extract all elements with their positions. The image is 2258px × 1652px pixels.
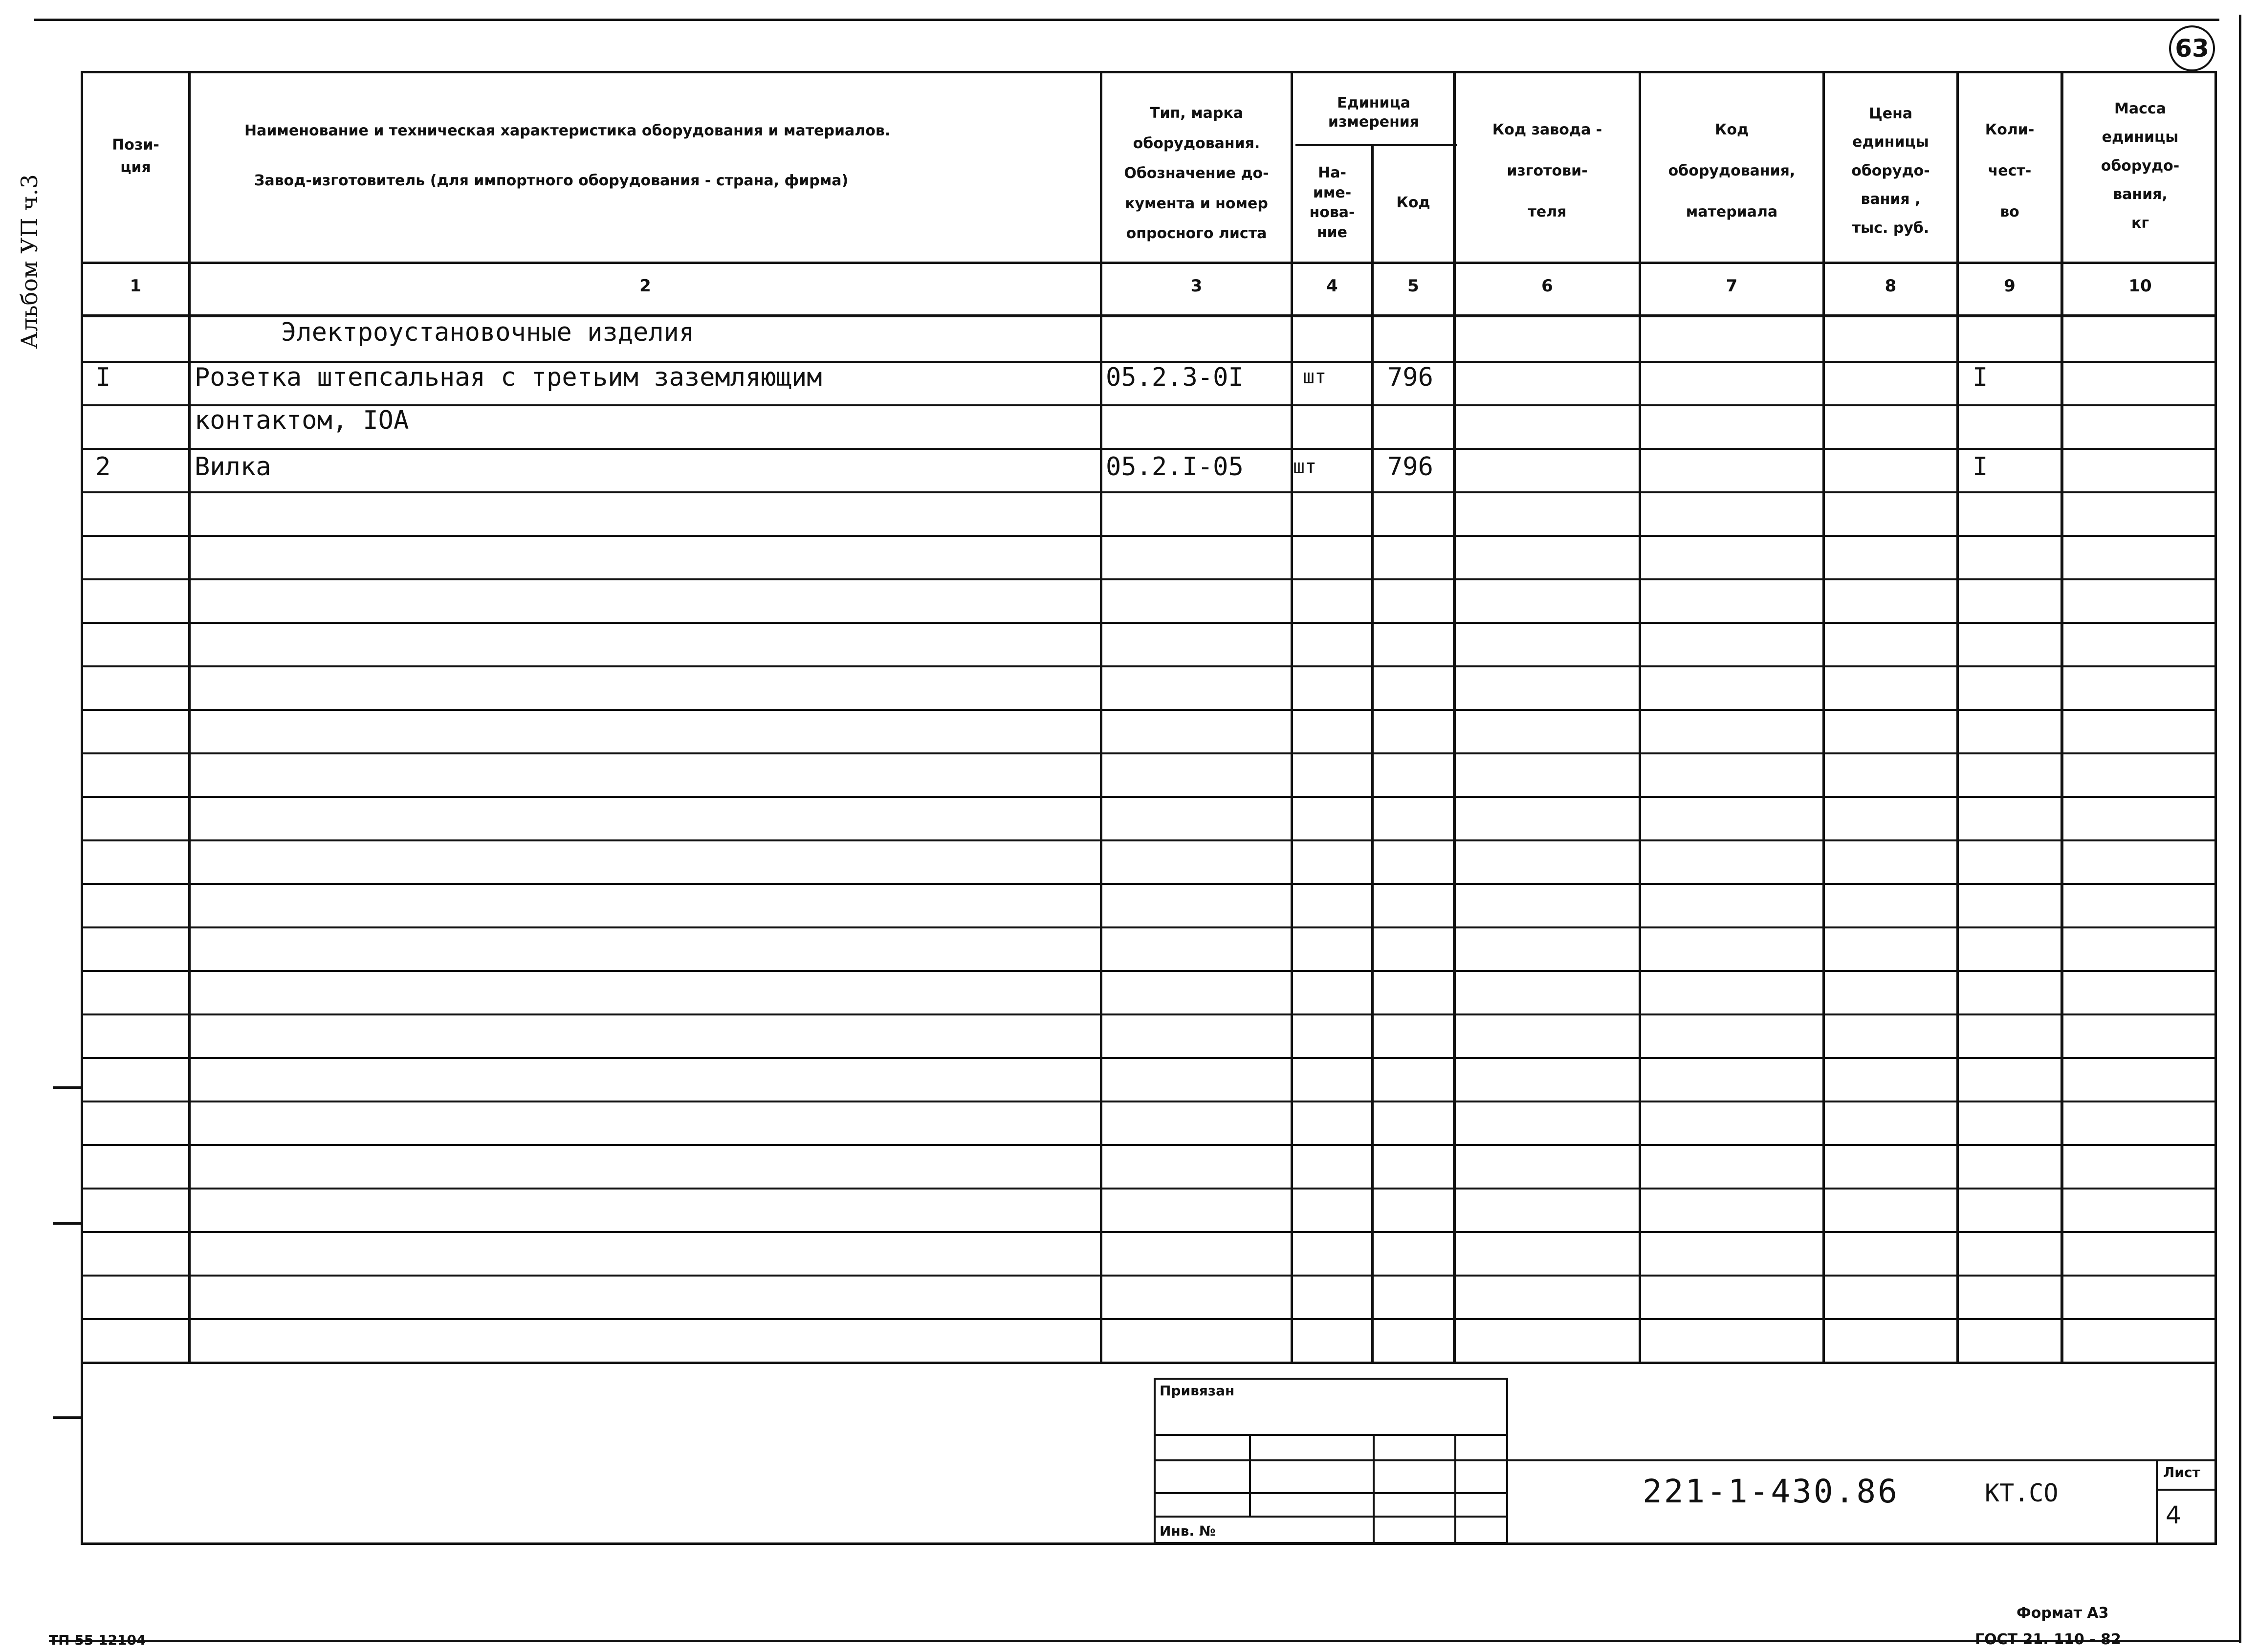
colnum-5: 5 [1407,276,1419,296]
sheet-number: 4 [2166,1501,2181,1529]
table-row-line [81,1231,2217,1233]
row1-unit: шт [1303,366,1327,388]
col-line [1639,71,1641,1364]
table-row-line [81,1057,2217,1059]
footer-format: Формат А3 [2017,1605,2109,1622]
sheet-label: Лист [2163,1464,2200,1480]
header-name-line1: Наименование и техническая характеристика оборудования и материалов. [244,122,891,139]
footer-left: ТП 55 12104 [49,1632,146,1648]
sheet-box-line [2156,1459,2158,1545]
row1-position: I [95,363,111,392]
header-quantity: Коли- чест- во [1985,121,2035,220]
col-line [1956,71,1959,1364]
col-line [2061,71,2063,1364]
header-separator [81,262,2217,264]
table-row-line [81,578,2217,580]
row1-type: 05.2.3-0I [1106,363,1244,392]
col-line [1291,71,1293,1364]
row3-qty: I [1973,452,1988,482]
unit-group-divider [1295,144,1457,146]
row3-unit: шт [1293,456,1317,478]
colnum-10: 10 [2128,276,2152,296]
table-row-line [81,665,2217,667]
header-unit-code: Код [1396,194,1430,211]
stamp-inv-no: Инв. № [1160,1523,1216,1539]
table-row-line [81,709,2217,711]
col-line [1100,71,1102,1364]
table-row-line [81,1144,2217,1146]
footer-gost: ГОСТ 21. 110 - 82 [1975,1631,2121,1648]
stamp-vline [1373,1434,1375,1544]
colnum-separator [81,314,2217,317]
sheet-box-line [2156,1489,2217,1491]
colnum-6: 6 [1541,276,1553,296]
row3-type: 05.2.I-05 [1106,452,1244,482]
doc-code: 221-1-430.86 [1643,1473,1899,1510]
row3-position: 2 [95,452,111,482]
table-row-line [81,839,2217,841]
colnum-4: 4 [1326,276,1338,296]
header-type: Тип, марка оборудования. Обозначение до- кумента и номер опросного листа [1124,105,1269,242]
header-position: Пози- ция [112,136,159,176]
colnum-8: 8 [1885,276,1897,296]
header-equipment-code: Код оборудования, материала [1668,121,1796,220]
table-row-line [81,622,2217,624]
table-body-bottom [81,1362,2217,1364]
col-line [188,71,191,1364]
colnum-9: 9 [2004,276,2016,296]
margin-tick [53,1222,83,1225]
table-row-line [81,926,2217,928]
table-row-line [81,796,2217,798]
doc-suffix: КТ.СО [1985,1479,2059,1507]
colnum-2: 2 [639,276,651,296]
table-row-line [81,883,2217,885]
table-row-line [81,1188,2217,1189]
table-row-line [81,970,2217,972]
row3-code: 796 [1387,452,1433,482]
row2-name: контактом, IOA [195,406,409,435]
header-name-line2: Завод-изготовитель (для импортного оборудования - страна, фирма) [254,172,849,189]
margin-tick [53,1086,83,1089]
header-factory-code: Код завода - изготови- теля [1492,121,1602,220]
header-price: Цена единицы оборудо- вания , тыс. руб. [1851,105,1930,237]
colnum-3: 3 [1190,276,1203,296]
colnum-7: 7 [1726,276,1738,296]
table-row-line [81,535,2217,537]
side-label: Альбом УП ч.3 [16,174,43,349]
stamp-vline [1454,1434,1456,1544]
top-border [34,19,2219,21]
table-row-line [81,752,2217,754]
page-number: 63 [2175,34,2209,63]
header-unit-name: На- име- нова- ние [1309,164,1355,241]
row3-name: Вилка [195,452,271,482]
right-frame [2239,15,2241,1643]
table-row-line [81,448,2217,450]
table-row-line [81,1101,2217,1102]
header-mass: Масса единицы оборудо- вания, кг [2101,100,2180,232]
bottom-frame [49,1640,2241,1642]
stamp-privyazan: Привязан [1160,1383,1235,1399]
stamp-vline [1249,1434,1251,1517]
table-row-line [81,1013,2217,1015]
header-unit-group: Единица измерения [1328,94,1420,131]
page-number-circle [2169,25,2215,71]
col-line [1453,71,1456,1364]
row1-code: 796 [1387,363,1433,392]
row1-qty: I [1973,363,1988,392]
margin-tick [53,1416,83,1419]
table-row-line [81,1275,2217,1277]
table-row-line [81,1318,2217,1320]
section-title: Электроустановочные изделия [281,318,695,347]
table-row-line [81,491,2217,493]
row1-name: Розетка штепсальная с третьим заземляющим [195,363,822,392]
titleblock-top [1508,1459,2217,1461]
colnum-1: 1 [130,276,142,296]
col-line [1822,71,1825,1364]
